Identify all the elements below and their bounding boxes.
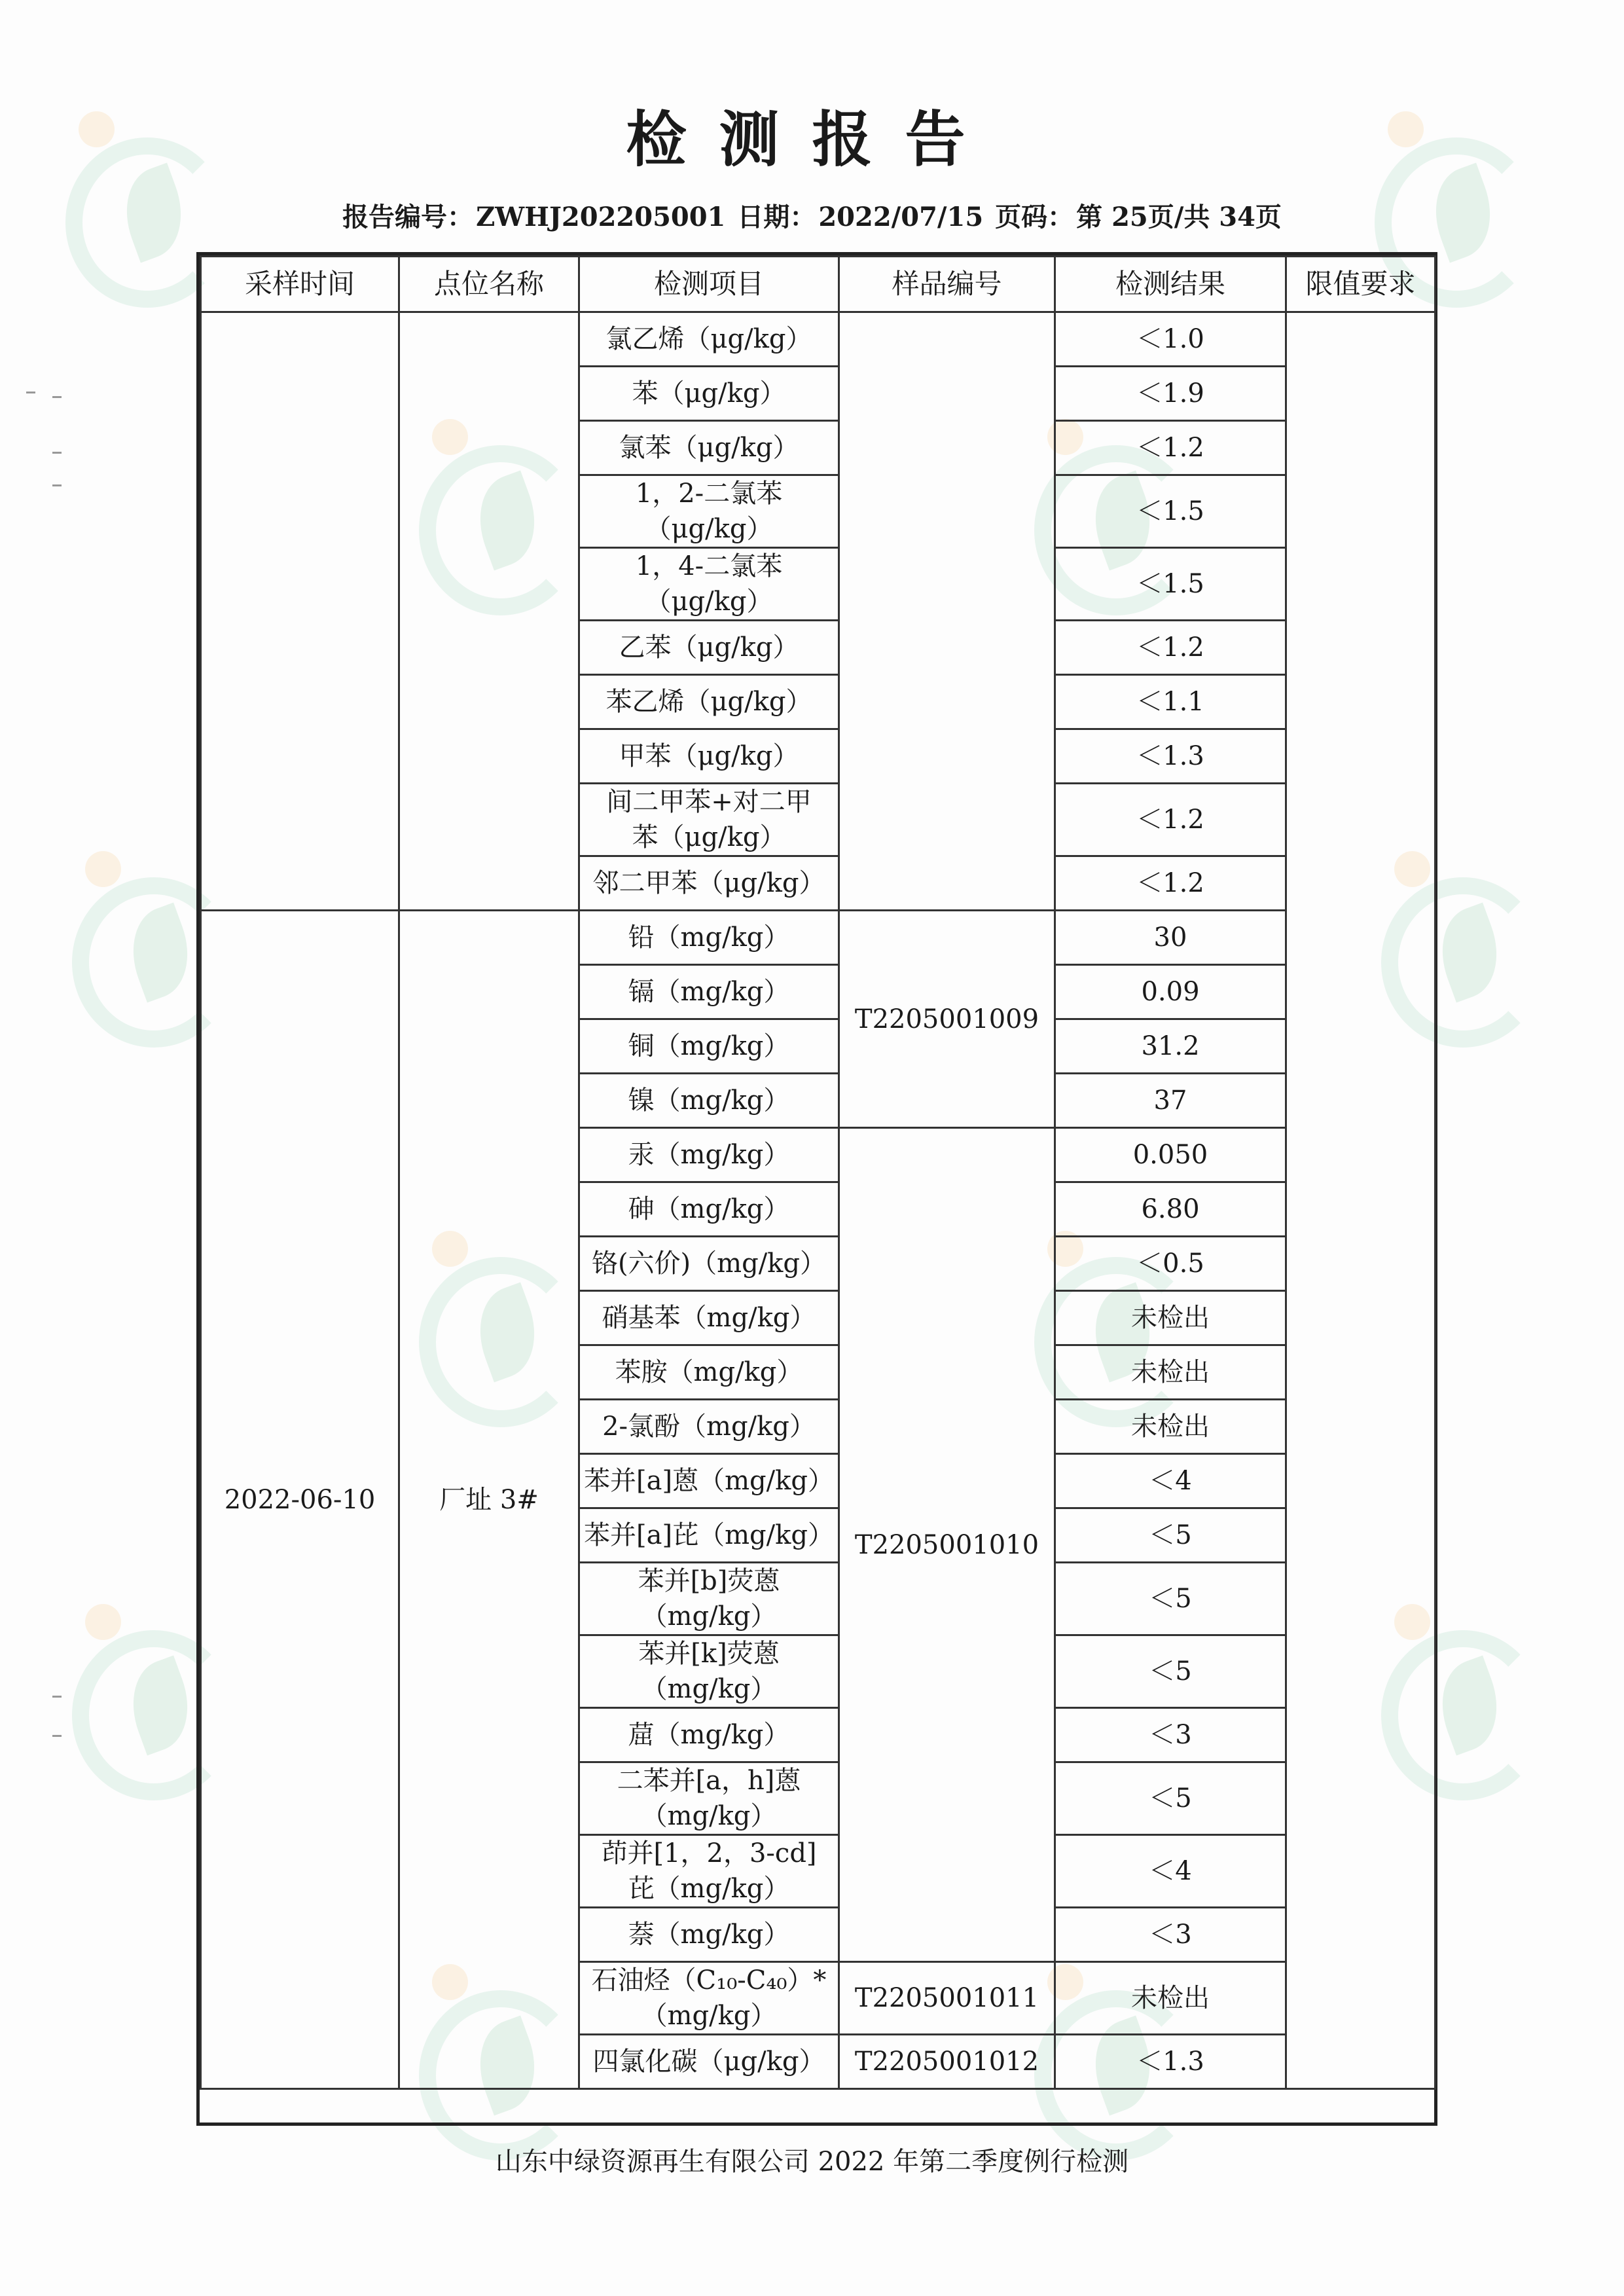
header-site-name: 点位名称	[399, 257, 579, 312]
result-cell: 37	[1055, 1074, 1286, 1128]
sample-id-cell: T2205001009	[839, 911, 1055, 1128]
test-item-cell: 汞（mg/kg）	[579, 1128, 839, 1182]
test-item-cell: 间二甲苯+对二甲 苯（μg/kg）	[579, 784, 839, 856]
header-test-item: 检测项目	[579, 257, 839, 312]
scan-mark	[52, 396, 62, 398]
test-item-cell: 氯乙烯（μg/kg）	[579, 312, 839, 367]
result-cell: ＜1.0	[1055, 312, 1286, 367]
test-item-cell: 硝基苯（mg/kg）	[579, 1291, 839, 1345]
report-no: ZWHJ202205001	[476, 202, 726, 232]
result-cell: 未检出	[1055, 1345, 1286, 1400]
test-item-cell: 乙苯（μg/kg）	[579, 621, 839, 675]
result-cell: 31.2	[1055, 1019, 1286, 1074]
test-item-cell: 铬(六价)（mg/kg）	[579, 1237, 839, 1291]
test-item-cell: 苯并[a]蒽（mg/kg）	[579, 1454, 839, 1508]
test-item-cell: 四氯化碳（μg/kg）	[579, 2035, 839, 2089]
sampling-time-cell: 2022-06-10	[201, 911, 399, 2089]
result-cell: ＜0.5	[1055, 1237, 1286, 1291]
results-table	[200, 255, 1436, 2090]
sample-id-cell: T2205001012	[839, 2035, 1055, 2089]
result-cell: 未检出	[1055, 1962, 1286, 2035]
result-cell: ＜5	[1055, 1762, 1286, 1835]
test-item-cell: 苯并[b]荧蒽 （mg/kg）	[579, 1563, 839, 1635]
page-number: 第 25页/共 34页	[1076, 202, 1282, 232]
results-table-frame	[196, 252, 1437, 2126]
test-item-cell: 茚并[1，2，3-cd] 芘（mg/kg）	[579, 1835, 839, 1908]
footer-text: 山东中绿资源再生有限公司 2022 年第二季度例行检测	[495, 2147, 1129, 2177]
scan-mark	[52, 1735, 62, 1737]
test-item-cell: 砷（mg/kg）	[579, 1182, 839, 1237]
test-item-cell: 苯并[a]芘（mg/kg）	[579, 1508, 839, 1563]
scan-mark	[52, 484, 62, 486]
result-cell: ＜1.1	[1055, 675, 1286, 729]
test-item-cell: 镉（mg/kg）	[579, 965, 839, 1019]
result-cell: 30	[1055, 911, 1286, 965]
site-name-cell: 厂址 3#	[399, 911, 579, 2089]
document-title: 检测报告	[626, 105, 998, 175]
test-item-cell: 1，2-二氯苯 （μg/kg）	[579, 475, 839, 548]
result-cell: ＜1.2	[1055, 784, 1286, 856]
table-row	[201, 911, 1435, 965]
result-cell: 0.09	[1055, 965, 1286, 1019]
result-cell: 未检出	[1055, 1291, 1286, 1345]
scan-mark	[26, 392, 35, 393]
sample-id-cell: T2205001010	[839, 1128, 1055, 1962]
header-result: 检测结果	[1055, 257, 1286, 312]
result-cell: ＜1.2	[1055, 856, 1286, 911]
report-meta	[0, 196, 1624, 234]
result-cell: ＜1.2	[1055, 621, 1286, 675]
test-item-cell: 甲苯（μg/kg）	[579, 729, 839, 784]
test-item-cell: 二苯并[a，h]蒽 （mg/kg）	[579, 1762, 839, 1835]
result-cell: ＜1.2	[1055, 421, 1286, 475]
table-row	[201, 312, 1435, 367]
result-cell: 6.80	[1055, 1182, 1286, 1237]
date-label: 日期：	[737, 202, 816, 232]
sample-id-cell	[839, 312, 1055, 911]
test-item-cell: 石油烃（C₁₀-C₄₀）* （mg/kg）	[579, 1962, 839, 2035]
test-item-cell: 萘（mg/kg）	[579, 1908, 839, 1962]
result-cell: 0.050	[1055, 1128, 1286, 1182]
result-cell: 未检出	[1055, 1400, 1286, 1454]
test-item-cell: 氯苯（μg/kg）	[579, 421, 839, 475]
sampling-time-cell	[201, 312, 399, 911]
test-item-cell: 铜（mg/kg）	[579, 1019, 839, 1074]
sample-id-cell: T2205001011	[839, 1962, 1055, 2035]
result-cell: ＜1.3	[1055, 2035, 1286, 2089]
test-item-cell: 苯胺（mg/kg）	[579, 1345, 839, 1400]
result-cell: ＜1.5	[1055, 548, 1286, 621]
result-cell: ＜3	[1055, 1908, 1286, 1962]
result-cell: ＜4	[1055, 1835, 1286, 1908]
test-item-cell: 邻二甲苯（μg/kg）	[579, 856, 839, 911]
result-cell: ＜3	[1055, 1708, 1286, 1762]
test-item-cell: 镍（mg/kg）	[579, 1074, 839, 1128]
result-cell: ＜1.3	[1055, 729, 1286, 784]
report-no-label: 报告编号：	[342, 202, 474, 232]
test-item-cell: 苯乙烯（μg/kg）	[579, 675, 839, 729]
limit-cell	[1286, 312, 1435, 2089]
result-cell: ＜5	[1055, 1635, 1286, 1708]
test-item-cell: 苯并[k]荧蒽 （mg/kg）	[579, 1635, 839, 1708]
table-header-row	[201, 257, 1435, 312]
result-cell: ＜5	[1055, 1563, 1286, 1635]
result-cell: ＜4	[1055, 1454, 1286, 1508]
test-item-cell: 苯（μg/kg）	[579, 367, 839, 421]
test-item-cell: 䓛（mg/kg）	[579, 1708, 839, 1762]
table-body	[201, 312, 1435, 2089]
result-cell: ＜1.5	[1055, 475, 1286, 548]
result-cell: ＜1.9	[1055, 367, 1286, 421]
header-sampling-time: 采样时间	[201, 257, 399, 312]
scan-mark	[52, 452, 62, 454]
report-date: 2022/07/15	[818, 202, 984, 232]
test-item-cell: 2-氯酚（mg/kg）	[579, 1400, 839, 1454]
test-item-cell: 铅（mg/kg）	[579, 911, 839, 965]
test-item-cell: 1，4-二氯苯 （μg/kg）	[579, 548, 839, 621]
page-label: 页码：	[995, 202, 1074, 232]
result-cell: ＜5	[1055, 1508, 1286, 1563]
site-name-cell	[399, 312, 579, 911]
header-limit: 限值要求	[1286, 257, 1435, 312]
header-sample-id: 样品编号	[839, 257, 1055, 312]
scan-mark	[52, 1696, 62, 1698]
